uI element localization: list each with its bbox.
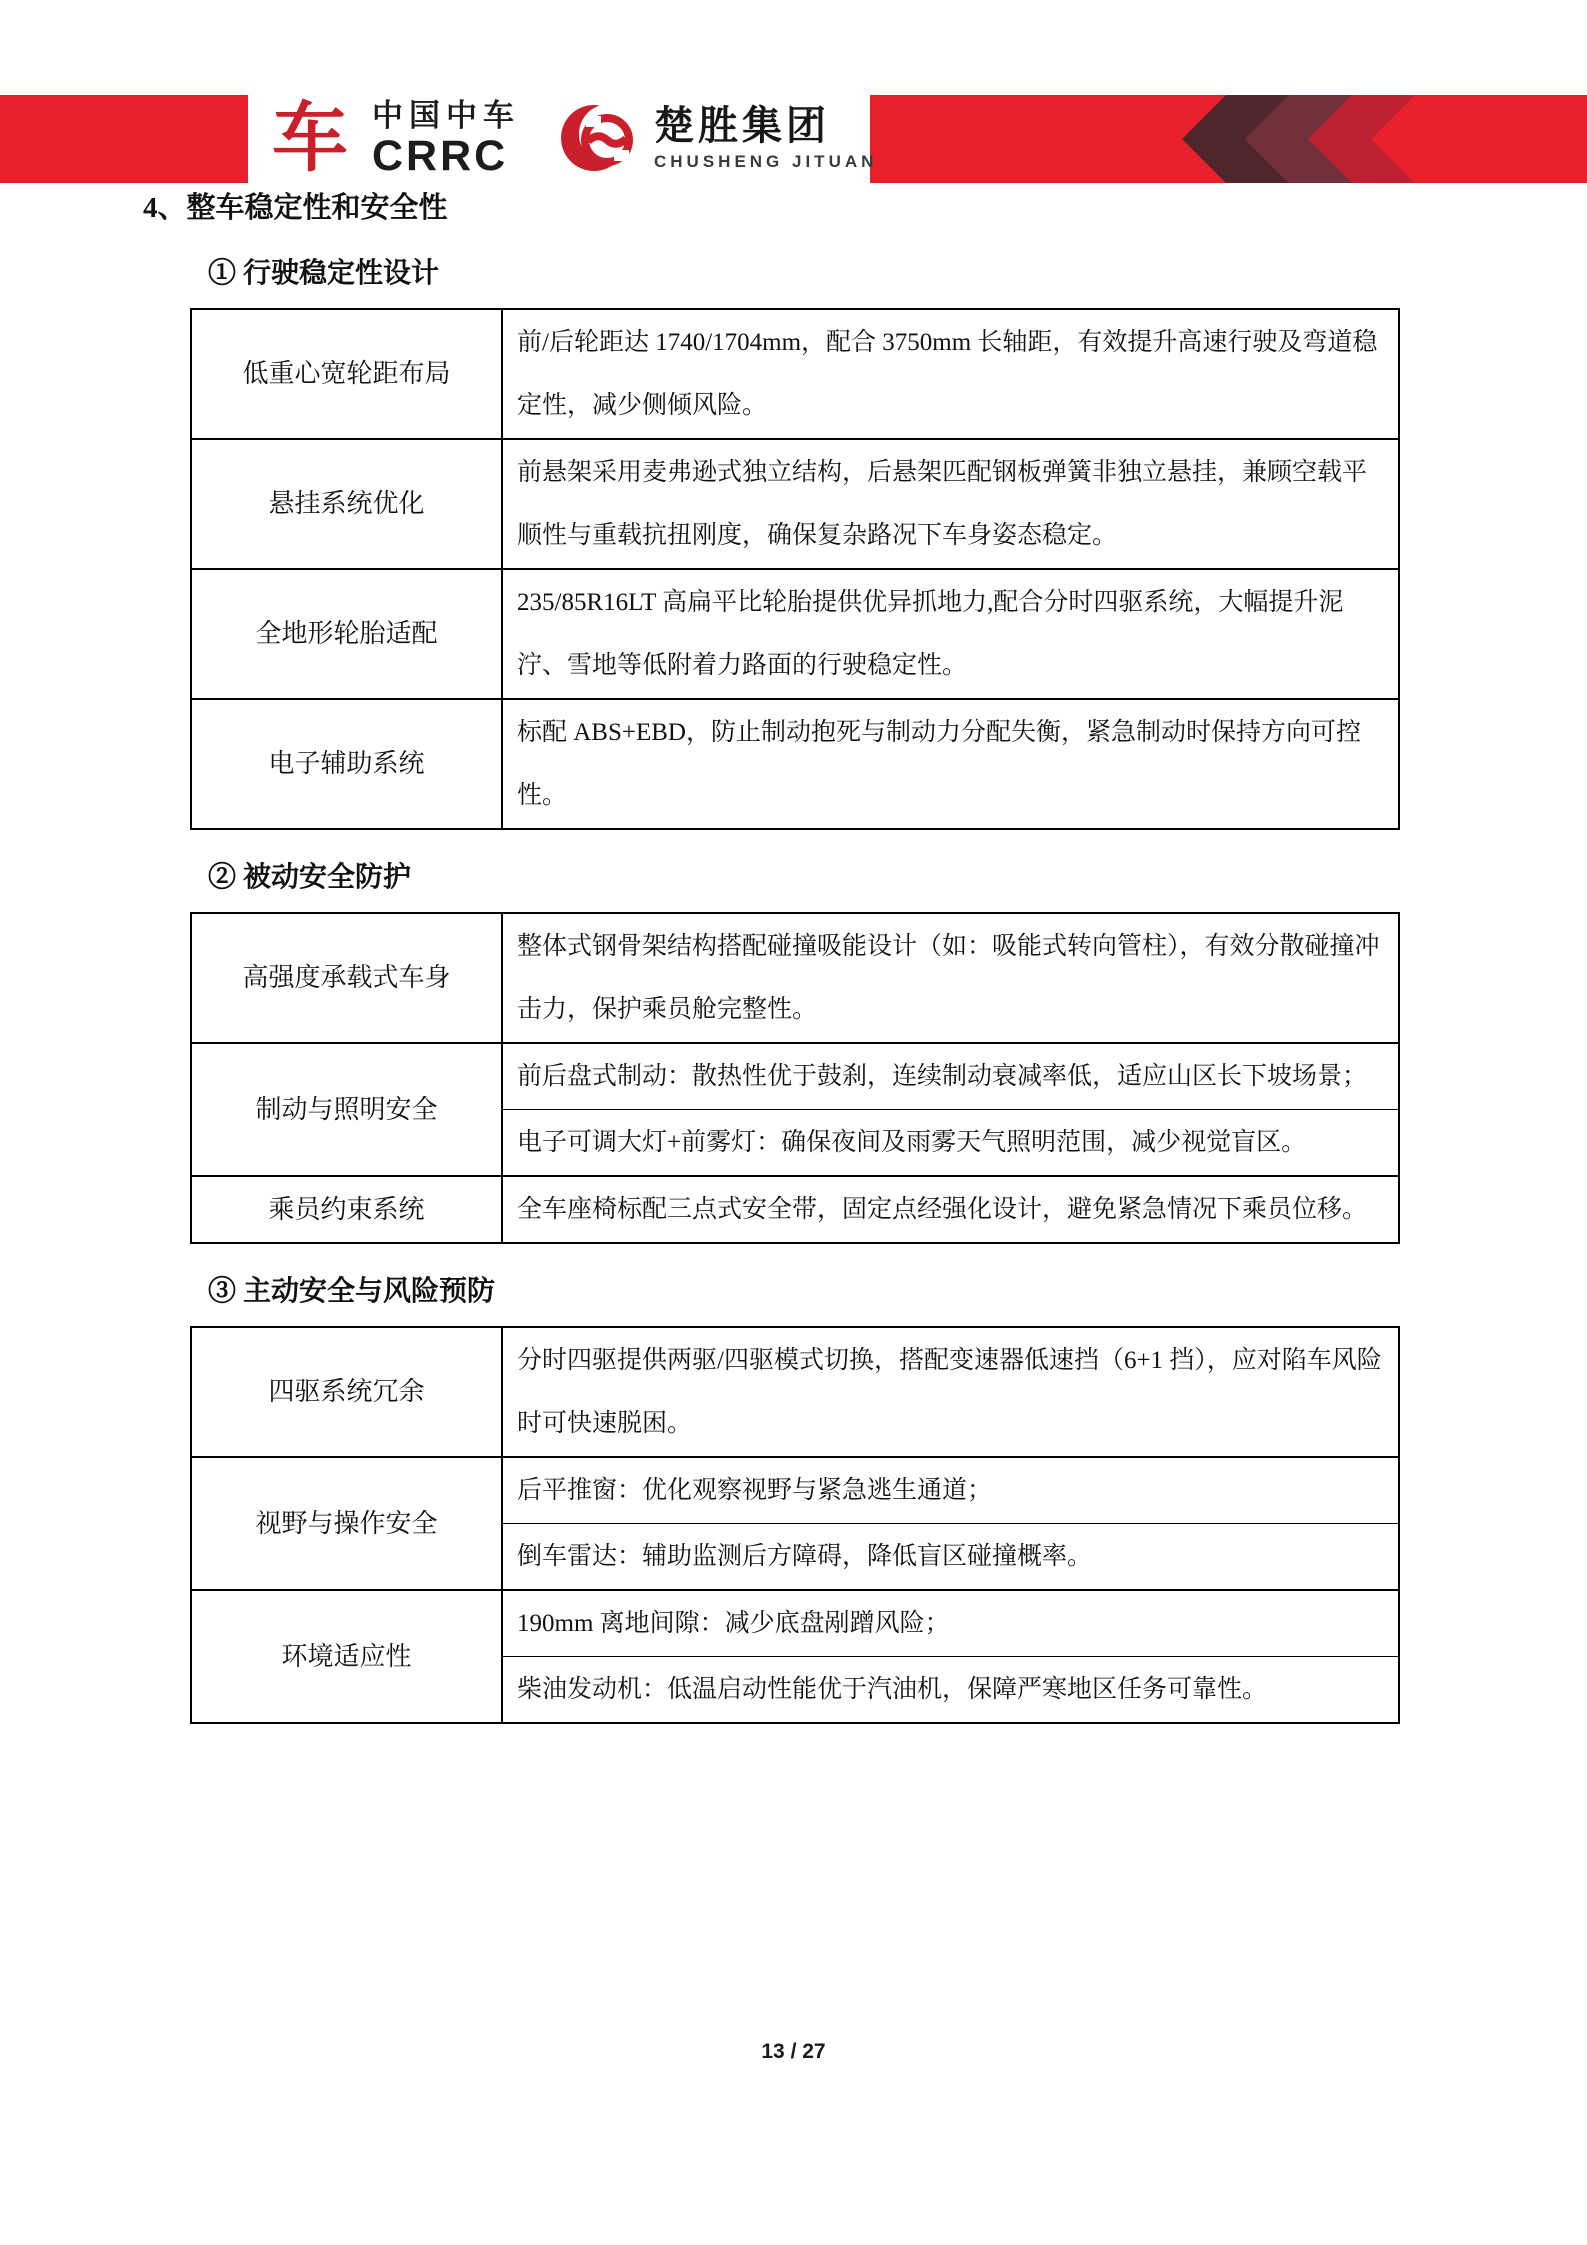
- row-detail-text: 后平推窗：优化观察视野与紧急逃生通道；: [517, 1477, 993, 1504]
- page-number: 13 / 27: [761, 2040, 826, 2063]
- header-red-bar-right: [870, 95, 1587, 183]
- row-details: [502, 1590, 1399, 1723]
- row-details: [502, 1043, 1399, 1176]
- row-label: 低重心宽轮距布局: [191, 309, 502, 439]
- chevron-arrows-icon: [1180, 95, 1420, 183]
- row-label: 环境适应性: [191, 1590, 502, 1723]
- table-row: [191, 913, 1399, 1043]
- row-details: [502, 1176, 1399, 1243]
- chusheng-emblem-icon: [560, 100, 640, 176]
- crrc-logo: [268, 97, 520, 181]
- section-heading: ③ 主动安全与风险预防: [208, 1276, 496, 1307]
- section-heading: ① 行驶稳定性设计: [208, 258, 440, 289]
- row-details: [502, 913, 1399, 1043]
- chusheng-name-en: CHUSHENG JITUAN: [654, 152, 878, 171]
- row-detail-text: 190mm 离地间隙：减少底盘剐蹭风险；: [517, 1610, 950, 1637]
- row-details: [502, 1457, 1399, 1590]
- row-details: [502, 569, 1399, 699]
- row-detail-text: 电子可调大灯+前雾灯：确保夜间及雨雾天气照明范围，减少视觉盲区。: [503, 1109, 1398, 1175]
- spec-table: [190, 1326, 1400, 1724]
- row-details: [502, 439, 1399, 569]
- row-details: [502, 699, 1399, 829]
- row-detail-text: 倒车雷达：辅助监测后方障碍，降低盲区碰撞概率。: [503, 1523, 1398, 1589]
- row-details: [502, 309, 1399, 439]
- header-red-bar-left: [0, 95, 248, 183]
- row-detail-text: 前悬架采用麦弗逊式独立结构，后悬架匹配钢板弹簧非独立悬挂，兼顾空载平顺性与重载抗扭刚度，确保复杂路况下车身姿态稳定。: [517, 459, 1368, 549]
- chusheng-logo: [560, 100, 877, 176]
- table-row: [191, 1327, 1399, 1457]
- row-detail-text: 分时四驱提供两驱/四驱模式切换，搭配变速器低速挡（6+1 挡），应对陷车风险时可快速脱困。: [517, 1347, 1382, 1437]
- row-label: 视野与操作安全: [191, 1457, 502, 1590]
- spec-table: [190, 308, 1400, 830]
- row-detail-text: 整体式钢骨架结构搭配碰撞吸能设计（如：吸能式转向管柱），有效分散碰撞冲击力，保护乘员舱完整性。: [517, 933, 1380, 1023]
- row-label: 四驱系统冗余: [191, 1327, 502, 1457]
- sections: [0, 256, 1587, 1724]
- table-row: [191, 1043, 1399, 1176]
- table-row: [191, 1590, 1399, 1723]
- row-detail-text: 前/后轮距达 1740/1704mm，配合 3750mm 长轴距，有效提升高速行驶及弯道稳定性，减少侧倾风险。: [517, 329, 1378, 419]
- crrc-name-cn: 中国中车: [372, 98, 520, 134]
- row-label: 悬挂系统优化: [191, 439, 502, 569]
- row-detail-text: 235/85R16LT 高扁平比轮胎提供优异抓地力,配合分时四驱系统，大幅提升泥泞、雪地等低附着力路面的行驶稳定性。: [517, 589, 1344, 679]
- page-title: 4、整车稳定性和安全性: [143, 192, 448, 224]
- row-detail-text: 柴油发动机：低温启动性能优于汽油机，保障严寒地区任务可靠性。: [503, 1656, 1398, 1722]
- document-content: [0, 190, 1587, 1724]
- table-row: [191, 439, 1399, 569]
- table-row: [191, 699, 1399, 829]
- spec-table: [190, 912, 1400, 1244]
- row-label: 制动与照明安全: [191, 1043, 502, 1176]
- crrc-emblem-icon: 车: [272, 97, 348, 181]
- row-label: 电子辅助系统: [191, 699, 502, 829]
- row-label: 全地形轮胎适配: [191, 569, 502, 699]
- table-row: [191, 569, 1399, 699]
- section-heading: ② 被动安全防护: [208, 862, 412, 893]
- table-row: [191, 1176, 1399, 1243]
- row-detail-text: 前后盘式制动：散热性优于鼓刹，连续制动衰减率低，适应山区长下坡场景；: [517, 1063, 1368, 1090]
- row-detail-text: 标配 ABS+EBD，防止制动抱死与制动力分配失衡，紧急制动时保持方向可控性。: [517, 719, 1361, 809]
- table-row: [191, 309, 1399, 439]
- row-detail-text: 全车座椅标配三点式安全带，固定点经强化设计，避免紧急情况下乘员位移。: [517, 1196, 1368, 1223]
- table-row: [191, 1457, 1399, 1590]
- chusheng-name-cn: 楚胜集团: [654, 104, 830, 148]
- row-details: [502, 1327, 1399, 1457]
- row-label: 乘员约束系统: [191, 1176, 502, 1243]
- crrc-name-en: CRRC: [372, 131, 509, 180]
- row-label: 高强度承载式车身: [191, 913, 502, 1043]
